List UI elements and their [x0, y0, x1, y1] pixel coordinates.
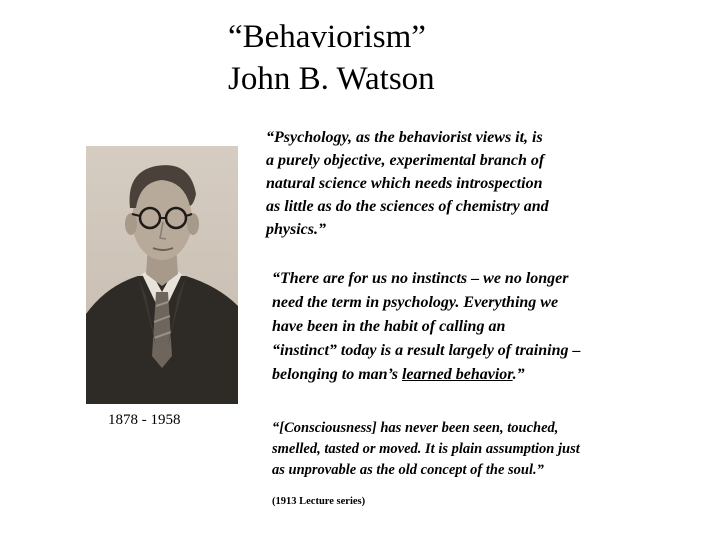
- quote-line: as little as do the sciences of chemistry and: [266, 198, 549, 215]
- quote-psychology: [266, 126, 549, 241]
- quote-text: .”: [512, 366, 525, 383]
- quote-line: “There are for us no instincts – we no longer: [272, 270, 569, 287]
- quote-line: as unprovable as the old concept of the soul.”: [272, 462, 544, 478]
- title-line-name: John B. Watson: [228, 61, 435, 97]
- title-line-behaviorism: “Behaviorism”: [228, 19, 426, 55]
- lifespan-dates: 1878 - 1958: [108, 412, 181, 428]
- learned-behavior-emphasis: learned behavior: [401, 366, 513, 383]
- quote-line: need the term in psychology. Everything we: [272, 294, 559, 311]
- quote-line: natural science which needs introspection: [266, 175, 543, 192]
- quote-line: a purely objective, experimental branch of: [266, 152, 545, 169]
- slide-title: [228, 16, 435, 100]
- quote-line: “[Consciousness] has never been seen, touched,: [272, 420, 559, 436]
- quote-line: “Psychology, as the behaviorist views it, is: [266, 129, 543, 146]
- portrait-photo: [86, 146, 238, 404]
- portrait-illustration: [86, 146, 238, 404]
- quote-line: smelled, tasted or moved. It is plain assumption just: [272, 441, 580, 457]
- quote-consciousness: [272, 418, 580, 481]
- quote-line: physics.”: [266, 221, 326, 238]
- quote-line: have been in the habit of calling an: [272, 318, 506, 335]
- citation: (1913 Lecture series): [272, 496, 366, 507]
- quote-instincts: [272, 267, 580, 387]
- quote-line: “instinct” today is a result largely of training –: [272, 342, 581, 359]
- quote-line-last: [272, 363, 580, 387]
- quote-text: belonging to man’s: [272, 366, 402, 383]
